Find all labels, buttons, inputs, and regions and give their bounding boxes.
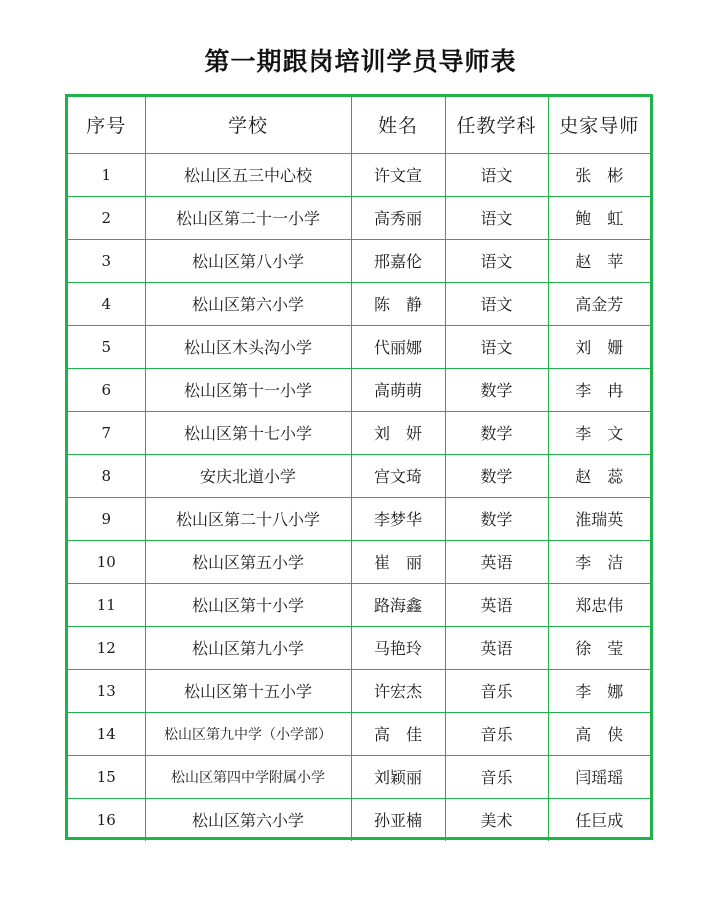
cell-mentor: 郑忠伟 [548,583,650,626]
table-row [68,411,650,454]
cell-subject: 数学 [445,368,548,411]
cell-school: 松山区第六小学 [145,282,351,325]
cell-school: 松山区第二十八小学 [145,497,351,540]
cell-name: 李梦华 [351,497,445,540]
cell-name: 邢嘉伦 [351,239,445,282]
cell-school: 松山区第五小学 [145,540,351,583]
table-row [68,798,650,841]
cell-subject: 音乐 [445,755,548,798]
cell-mentor: 李 洁 [548,540,650,583]
cell-school: 松山区第十五小学 [145,669,351,712]
cell-index: 7 [68,411,145,454]
cell-mentor: 李 娜 [548,669,650,712]
cell-subject: 数学 [445,411,548,454]
table-row [68,540,650,583]
cell-name: 孙亚楠 [351,798,445,841]
cell-subject: 语文 [445,282,548,325]
cell-school: 松山区第十小学 [145,583,351,626]
table-row [68,669,650,712]
cell-index: 6 [68,368,145,411]
header-name: 姓名 [351,97,445,153]
table-row [68,196,650,239]
cell-school: 松山区第九小学 [145,626,351,669]
cell-name: 高 佳 [351,712,445,755]
cell-subject: 音乐 [445,669,548,712]
cell-name: 路海鑫 [351,583,445,626]
cell-subject: 数学 [445,497,548,540]
cell-index: 16 [68,798,145,841]
cell-school: 安庆北道小学 [145,454,351,497]
cell-name: 崔 丽 [351,540,445,583]
cell-school: 松山区第十七小学 [145,411,351,454]
table-body [68,153,650,841]
table-row [68,368,650,411]
table-row [68,626,650,669]
table-row [68,239,650,282]
table-header-row [68,97,650,153]
cell-name: 刘 妍 [351,411,445,454]
cell-subject: 语文 [445,239,548,282]
cell-index: 11 [68,583,145,626]
mentor-table [68,97,650,841]
cell-mentor: 闫瑶瑶 [548,755,650,798]
cell-index: 5 [68,325,145,368]
cell-school: 松山区第二十一小学 [145,196,351,239]
header-index: 序号 [68,97,145,153]
cell-school: 松山区第八小学 [145,239,351,282]
cell-name: 宫文琦 [351,454,445,497]
cell-name: 刘颖丽 [351,755,445,798]
cell-name: 高萌萌 [351,368,445,411]
mentor-table-frame [65,94,653,840]
table-row [68,282,650,325]
cell-name: 陈 静 [351,282,445,325]
cell-index: 12 [68,626,145,669]
cell-index: 14 [68,712,145,755]
header-mentor: 史家导师 [548,97,650,153]
table-row [68,583,650,626]
cell-subject: 英语 [445,583,548,626]
cell-school: 松山区第十一小学 [145,368,351,411]
header-school: 学校 [145,97,351,153]
cell-subject: 数学 [445,454,548,497]
cell-mentor: 李 冉 [548,368,650,411]
cell-index: 13 [68,669,145,712]
cell-subject: 语文 [445,325,548,368]
cell-school: 松山区第九中学（小学部） [145,712,351,755]
cell-mentor: 赵 苹 [548,239,650,282]
cell-school: 松山区第六小学 [145,798,351,841]
table-row [68,755,650,798]
cell-mentor: 徐 莹 [548,626,650,669]
cell-subject: 语文 [445,153,548,196]
cell-mentor: 鲍 虹 [548,196,650,239]
cell-school: 松山区木头沟小学 [145,325,351,368]
cell-subject: 音乐 [445,712,548,755]
table-row [68,325,650,368]
cell-index: 3 [68,239,145,282]
table-row [68,153,650,196]
cell-mentor: 张 彬 [548,153,650,196]
cell-mentor: 高金芳 [548,282,650,325]
cell-name: 马艳玲 [351,626,445,669]
cell-mentor: 刘 姗 [548,325,650,368]
cell-index: 1 [68,153,145,196]
cell-name: 代丽娜 [351,325,445,368]
cell-mentor: 淮瑞英 [548,497,650,540]
cell-mentor: 赵 蕊 [548,454,650,497]
cell-index: 9 [68,497,145,540]
table-row [68,497,650,540]
header-subject: 任教学科 [445,97,548,153]
cell-index: 4 [68,282,145,325]
cell-name: 高秀丽 [351,196,445,239]
cell-name: 许宏杰 [351,669,445,712]
cell-school: 松山区第四中学附属小学 [145,755,351,798]
page-title: 第一期跟岗培训学员导师表 [204,47,517,76]
cell-index: 2 [68,196,145,239]
cell-name: 许文宣 [351,153,445,196]
cell-index: 10 [68,540,145,583]
cell-index: 8 [68,454,145,497]
cell-subject: 英语 [445,626,548,669]
cell-subject: 英语 [445,540,548,583]
cell-mentor: 李 文 [548,411,650,454]
table-row [68,712,650,755]
cell-mentor: 高 侠 [548,712,650,755]
cell-subject: 美术 [445,798,548,841]
table-row [68,454,650,497]
cell-index: 15 [68,755,145,798]
cell-school: 松山区五三中心校 [145,153,351,196]
cell-mentor: 任巨成 [548,798,650,841]
cell-subject: 语文 [445,196,548,239]
